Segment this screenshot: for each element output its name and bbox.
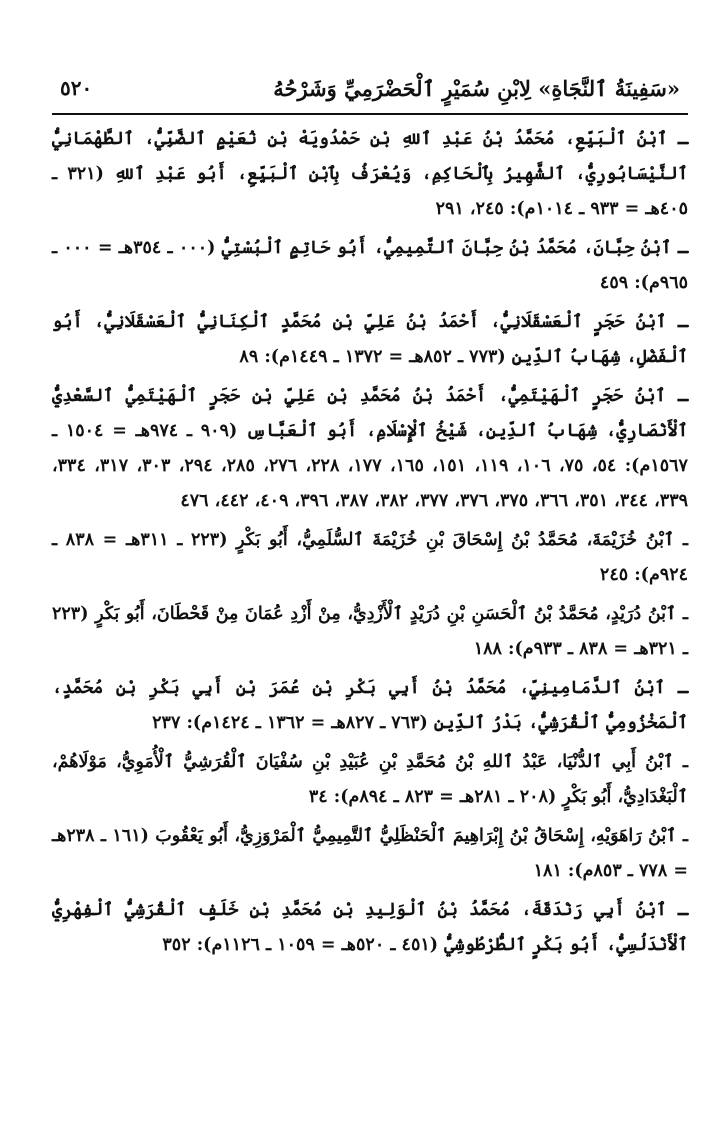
index-entry-ibn-hajar-haytami: ـ ٱبْنُ حَجَرٍ ٱلْهَيْتَمِيُّ، أَحْمَدُ بْنُ مُحَمَّدِ بْنِ عَلِيِّ بْنِ حَجَرٍ ٱلْهَيْتَمِيُّ ٱلسَّعْدِيُّ ٱلْأَنْصَارِيُّ، شِهَابُ ٱلدِّينِ، شَيْخُ ٱلْإِسْلَامِ، أَبُو ٱلْعَبَّاسِ (٩٠٩ ـ ٩٧٤هـ = ١٥٠٤ ـ ١٥٦٧م): ٥٤، ٧٥، ١٠٦، ١١٩، ١٥١، ١٦٥، ١٧٧، ٢٢٨، ٢٧٦، ٢٨٥، ٢٩٤، ٣٠٣، ٣١٧، ٣٣٤، ٣٣٩، ٣٤٤، ٣٥١، ٣٦٦، ٣٧٥، ٣٧٦، ٣٧٧، ٣٨٢، ٣٨٧، ٣٩٦، ٤٠٩، ٤٤٢، ٤٧٦ [52,386,688,511]
index-entries [52,122,688,967]
index-entry-ibn-rahawayh: ـ ٱبْنُ رَاهَوَيْهِ، إِسْحَاقُ بْنُ إِبْرَاهِيمَ ٱلْحَنْظَلِيُّ ٱلتَّمِيمِيُّ ٱلْمَرْوَزِيُّ، أَبُو يَعْقُوبَ (١٦١ ـ ٢٣٨هـ = ٧٧٨ ـ ٨٥٣م): ١٨١ [52,826,688,881]
index-entry-ibn-al-bayyi: ـ ٱبْنُ ٱلْبَيِّعِ، مُحَمَّدُ بْنُ عَبْدِ ٱللهِ بْنِ حَمْدُويَهْ بْنِ نُعَيْمٍ ٱلضَّبِّيُّ، ٱلطَّهْمَانِيُّ ٱلنَّيْسَابُورِيُّ، ٱلشَّهِيرُ بِٱلْحَاكِمِ، وَيُعْرَفُ بِٱبْنِ ٱلْبَيِّعِ، أَبُو عَبْدِ ٱللهِ (٣٢١ ـ ٤٠٥هـ = ٩٣٣ ـ ١٠١٤م): ٢٤٥، ٢٩١ [52,129,688,219]
index-entry-ibn-khuzaymah: ـ ٱبْنُ خُزَيْمَةَ، مُحَمَّدُ بْنُ إِسْحَاقَ بْنِ خُزَيْمَةَ ٱلسُّلَمِيُّ، أَبُو بَكْرٍ (٢٢٣ ـ ٣١١هـ = ٨٣٨ ـ ٩٢٤م): ٢٤٥ [52,530,689,585]
index-entry-ibn-abi-al-dunya: ـ ٱبْنُ أَبِي ٱلدُّنْيَا، عَبْدُ ٱللهِ بْنُ مُحَمَّدِ بْنِ عُبَيْدِ بْنِ سُفْيَانَ ٱلْقُرَشِيُّ ٱلْأُمَوِيُّ، مَوْلَاهُمْ، ٱلْبَغْدَادِيُّ، أَبُو بَكْرٍ (٢٠٨ ـ ٢٨١هـ = ٨٢٣ ـ ٨٩٤م): ٣٤ [52,752,688,807]
index-entry-ibn-al-damamini: ـ ٱبْنُ ٱلدَّمَامِينِيِّ، مُحَمَّدُ بْنُ أَبِي بَكْرِ بْنِ عُمَرَ بْنِ أَبِي بَكْرِ بْنِ مُحَمَّدٍ، ٱلْمَخْزُومِيُّ ٱلْقُرَشِيُّ، بَدْرُ ٱلدِّينِ (٧٦٣ ـ ٨٢٧هـ = ١٣٦٢ ـ ١٤٢٤م): ٢٣٧ [52,678,688,733]
page-number: ٥٢٠ [60,76,93,100]
index-entry-ibn-abi-randaqah: ـ ٱبْنُ أَبِي رَنْدَقَةَ، مُحَمَّدُ بْنُ ٱلْوَلِيدِ بْنِ مُحَمَّدِ بْنِ خَلَفٍ ٱلْقُرَشِيُّ ٱلْفِهْرِيُّ ٱلْأَنْدَلُسِيُّ، أَبُو بَكْرٍ ٱلطُّرْطُوشِيُّ (٤٥١ ـ ٥٢٠هـ = ١٠٥٩ ـ ١١٢٦م): ٣٥٢ [52,900,688,955]
page-header [52,70,688,112]
running-title: «سَفِينَةُ ٱلنَّجَاةِ» لِابْنِ سُمَيْرٍ ٱلْحَضْرَمِيِّ وَشَرْحُهُ [273,76,680,101]
header-divider [52,113,688,115]
index-entry-ibn-durayd: ـ ٱبْنُ دُرَيْدٍ، مُحَمَّدُ بْنُ ٱلْحَسَنِ بْنِ دُرَيْدٍ ٱلْأَزْدِيُّ، مِنْ أَزْدِ عُمَانَ مِنْ قَحْطَانَ، أَبُو بَكْرٍ (٢٢٣ ـ ٣٢١هـ = ٨٣٨ ـ ٩٣٣م): ١٨٨ [52,604,688,659]
index-entry-ibn-hibban: ـ ٱبْنُ حِبَّانَ، مُحَمَّدُ بْنُ حِبَّانَ ٱلتَّمِيمِيُّ، أَبُو حَاتِمٍ ٱلْبُسْتِيُّ (٠٠٠ ـ ٣٥٤هـ = ٠٠٠ ـ ٩٦٥م): ٤٥٩ [52,238,688,293]
index-entry-ibn-hajar-asqalani: ـ ٱبْنُ حَجَرٍ ٱلْعَسْقَلَانِيُّ، أَحْمَدُ بْنُ عَلِيِّ بْنِ مُحَمَّدٍ ٱلْكِنَانِيُّ ٱلْعَسْقَلَانِيُّ، أَبُو ٱلْفَضْلِ، شِهَابُ ٱلدِّينِ (٧٧٣ ـ ٨٥٢هـ = ١٣٧٢ ـ ١٤٤٩م): ٨٩ [52,312,688,367]
